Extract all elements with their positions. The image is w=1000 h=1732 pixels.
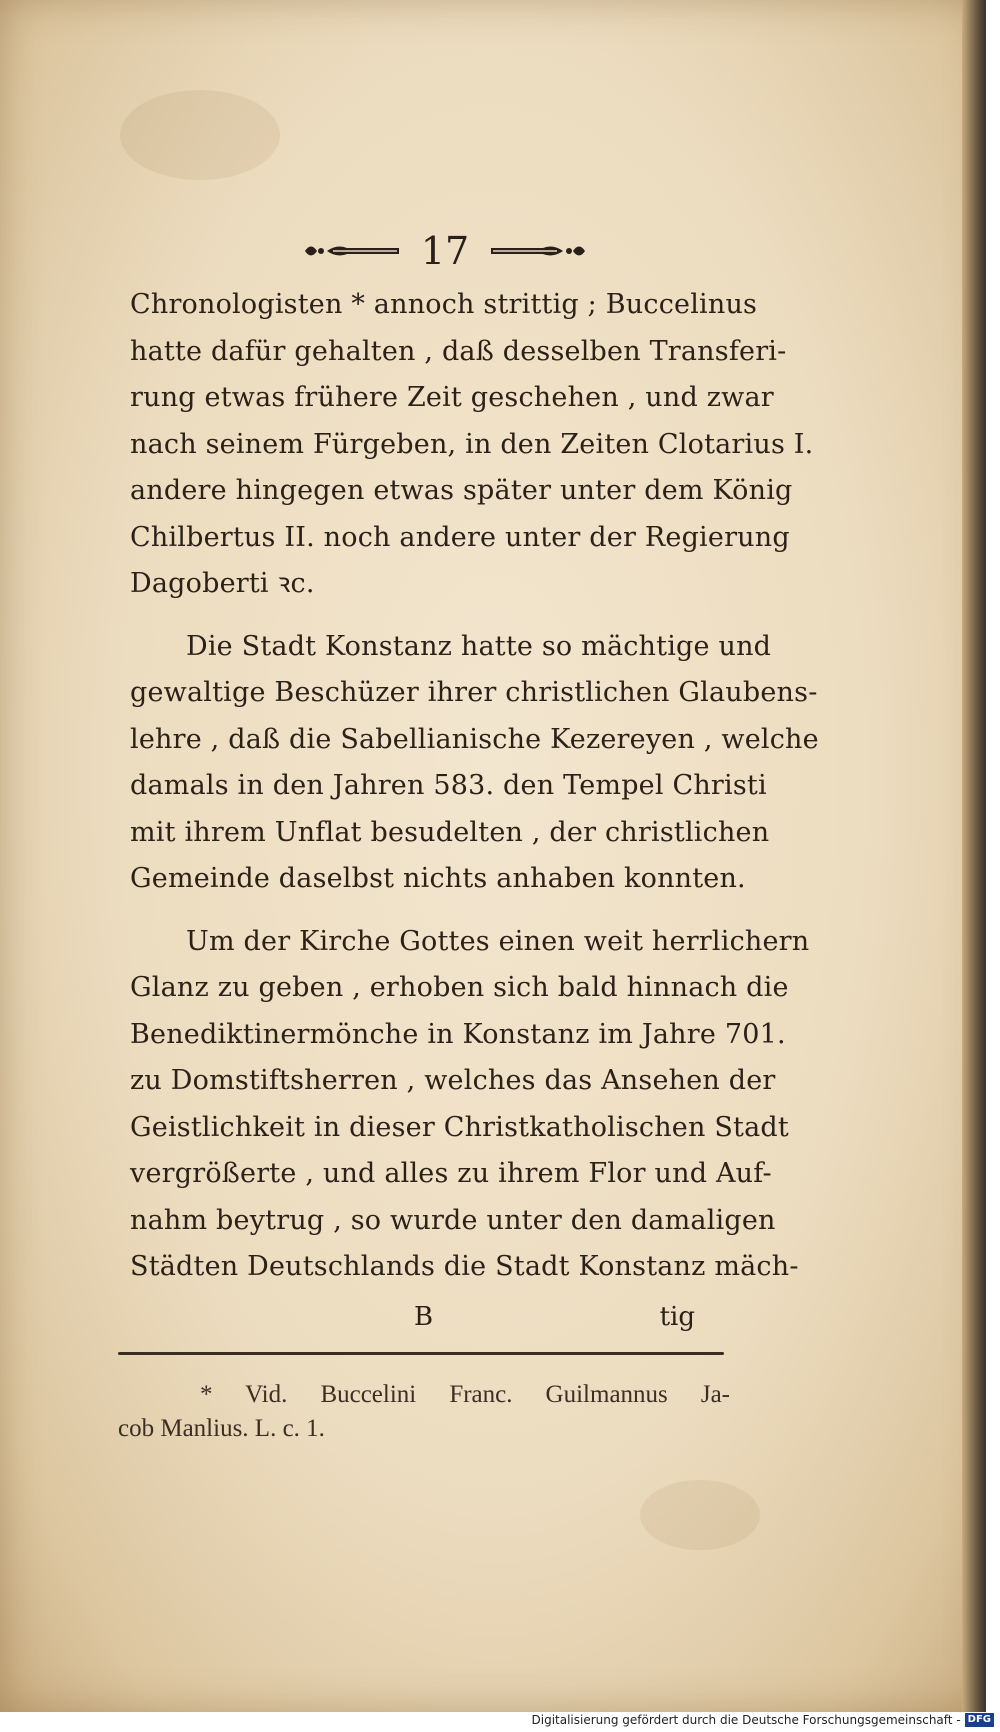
signature-line: [130, 1302, 695, 1342]
paper-stain: [120, 90, 280, 180]
paper-stain: [640, 1480, 760, 1550]
main-text: [130, 282, 819, 1291]
text-line: Gemeinde daselbst nichts anhaben konnten.: [130, 863, 746, 894]
text-line: hatte dafür gehalten , daß desselben Transferi-: [130, 335, 787, 367]
signature-mark: B: [414, 1302, 434, 1332]
credit-text: Digitalisierung gefördert durch die Deutsche Forschungsgemeinschaft -: [531, 1713, 961, 1727]
catchword: tig: [659, 1302, 695, 1332]
footnote-line: * Vid. Buccelini Franc. Guilmannus Ja-: [200, 1381, 730, 1408]
paragraph-2: [130, 624, 819, 903]
text-line: rung etwas frühere Zeit geschehen , und zwar: [130, 382, 774, 413]
text-line: Benediktinermönche in Konstanz im Jahre 701.: [130, 1018, 786, 1050]
paragraph-3: [130, 919, 810, 1291]
text-line: andere hingegen etwas später unter dem König: [130, 475, 793, 506]
text-line: Städten Deutschlands die Stadt Konstanz mäch-: [130, 1251, 799, 1282]
text-line: nahm beytrug , so wurde unter den damaligen: [130, 1204, 776, 1236]
text-line: Glanz zu geben , erhoben sich bald hinnach die: [130, 972, 789, 1003]
footnote: [118, 1378, 730, 1446]
text-line: mit ihrem Unflat besudelten , der christlichen: [130, 816, 770, 848]
text-line: zu Domstiftsherren , welches das Ansehen der: [130, 1065, 776, 1096]
left-ornament-icon: [303, 240, 403, 262]
page-edge: [962, 0, 986, 1712]
text-line: Chilbertus II. noch andere unter der Regierung: [130, 521, 790, 553]
page-number: 17: [420, 229, 470, 273]
text-line: Geistlichkeit in dieser Christkatholischen Stadt: [130, 1111, 789, 1143]
text-line: damals in den Jahren 583. den Tempel Christi: [130, 770, 767, 801]
text-line: lehre , daß die Sabellianische Kezereyen , welche: [130, 723, 819, 755]
paragraph-1: [130, 282, 814, 608]
text-line: vergrößerte , und alles zu ihrem Flor und Auf-: [130, 1158, 772, 1189]
footnote-line: cob Manlius. L. c. 1.: [118, 1415, 325, 1442]
text-line: Die Stadt Konstanz hatte so mächtige und: [186, 630, 772, 662]
text-line: Chronologisten * annoch strittig ; Buccelinus: [130, 289, 758, 320]
dfg-logo: DFG: [965, 1713, 994, 1727]
page-header: [300, 226, 590, 276]
footnote-rule: [118, 1352, 724, 1355]
digitization-credit: [532, 1712, 995, 1728]
right-ornament-icon: [487, 240, 587, 262]
text-line: Dagoberti ꝛc.: [130, 568, 315, 599]
text-line: nach seinem Fürgeben, in den Zeiten Clotarius I.: [130, 428, 814, 460]
text-line: gewaltige Beschüzer ihrer christlichen Glaubens-: [130, 677, 818, 708]
text-line: Um der Kirche Gottes einen weit herrlichern: [186, 925, 810, 957]
